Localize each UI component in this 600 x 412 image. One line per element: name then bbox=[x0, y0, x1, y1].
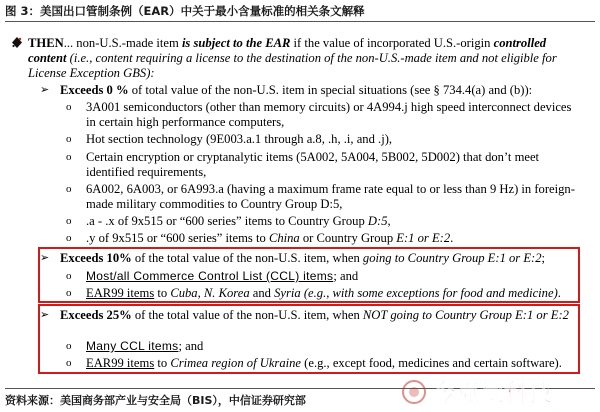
circle-bullet-icon: o bbox=[66, 215, 72, 227]
ccl-items-link[interactable]: Most/all Commerce Control List (CCL) items bbox=[86, 269, 334, 283]
list-item: o Many CCL items; and bbox=[66, 339, 204, 353]
circle-bullet-icon: o bbox=[66, 357, 72, 369]
circle-bullet-icon: o bbox=[66, 287, 72, 299]
circle-bullet-icon: o bbox=[66, 232, 72, 244]
circle-bullet-icon: o bbox=[66, 340, 72, 352]
circle-bullet-icon: o bbox=[66, 270, 72, 282]
section-exceeds-10: ➢ Exceeds 10% of the total value of the non-U.S. item, when going to Country Group E:1 or E:2; bbox=[40, 251, 546, 265]
ear99-items-link[interactable]: EAR99 items bbox=[86, 286, 155, 300]
source-divider bbox=[5, 388, 595, 389]
diamond-cluster-icon bbox=[10, 36, 24, 53]
section-exceeds-25: ➢ Exceeds 25% of the total value of the non-U.S. item, when NOT going to Country Group E:1 or E:2 bbox=[40, 308, 569, 322]
watermark-seal bbox=[400, 372, 590, 412]
svg-text:今克微科技: 今克微科技 bbox=[432, 379, 552, 407]
section-label: Exceeds 10% bbox=[60, 251, 132, 265]
list-item: o EAR99 items to Crimea region of Ukraine (e.g., except food, medicines and certain software). bbox=[66, 356, 562, 370]
list-item: o 3A001 semiconductors (other than memory circuits) or 4A994.j high speed interconnect devices in certain high performance computers, bbox=[66, 100, 572, 129]
circle-bullet-icon: o bbox=[66, 151, 72, 163]
ccl-items-link[interactable]: Many CCL items bbox=[86, 339, 179, 353]
section-label: Exceeds 0 % bbox=[60, 83, 129, 97]
title-divider bbox=[5, 21, 595, 22]
list-item: o EAR99 items to Cuba, N. Korea and Syria (e.g., with some exceptions for food and medicine). bbox=[66, 286, 561, 300]
arrow-bullet-icon: ➢ bbox=[40, 84, 50, 96]
list-item: o Certain encryption or cryptanalytic items (5A002, 5A004, 5B002, 5D002) that don’t meet identified requirements, bbox=[66, 150, 540, 179]
list-item: o 6A002, 6A003, or 6A993.a (having a maximum frame rate equal to or less than 9 Hz) in foreign-made military commodities to Country Group D:5, bbox=[66, 182, 575, 211]
list-item: o .y of 9x515 or “600 series” items to China or Country Group E:1 or E:2. bbox=[66, 231, 454, 245]
figure-title: 图 3：美国出口管制条例（EAR）中关于最小含量标准的相关条文解释 bbox=[5, 4, 365, 18]
circle-bullet-icon: o bbox=[66, 183, 72, 195]
circle-bullet-icon: o bbox=[66, 101, 72, 113]
circle-bullet-icon: o bbox=[66, 133, 72, 145]
list-item: o .a - .x of 9x515 or “600 series” items to Country Group D:5, bbox=[66, 214, 391, 228]
list-item: o Hot section technology (9E003.a.1 through a.8, .h, .i, and .j), bbox=[66, 132, 393, 146]
list-item: o Most/all Commerce Control List (CCL) items; and bbox=[66, 269, 359, 283]
section-label: Exceeds 25% bbox=[60, 308, 132, 322]
arrow-bullet-icon: ➢ bbox=[40, 252, 50, 264]
section-exceeds-0: ➢ Exceeds 0 % of total value of the non-U.S. item in special situations (see § 734.4(a) and (b)): bbox=[40, 83, 533, 97]
then-lead: THEN bbox=[28, 36, 64, 50]
source-note: 资料来源：美国商务部产业与安全局（BIS），中信证券研究部 bbox=[5, 394, 306, 407]
arrow-bullet-icon: ➢ bbox=[40, 309, 50, 321]
ear99-items-link[interactable]: EAR99 items bbox=[86, 356, 155, 370]
then-paragraph: THEN... non-U.S.-made item is subject to the EAR if the value of incorporated U.S.-origin controlled content (i.e., content requiring a license to the destination of the non-U.S.-made item and not eligible for License Exception GBS): bbox=[10, 36, 580, 81]
